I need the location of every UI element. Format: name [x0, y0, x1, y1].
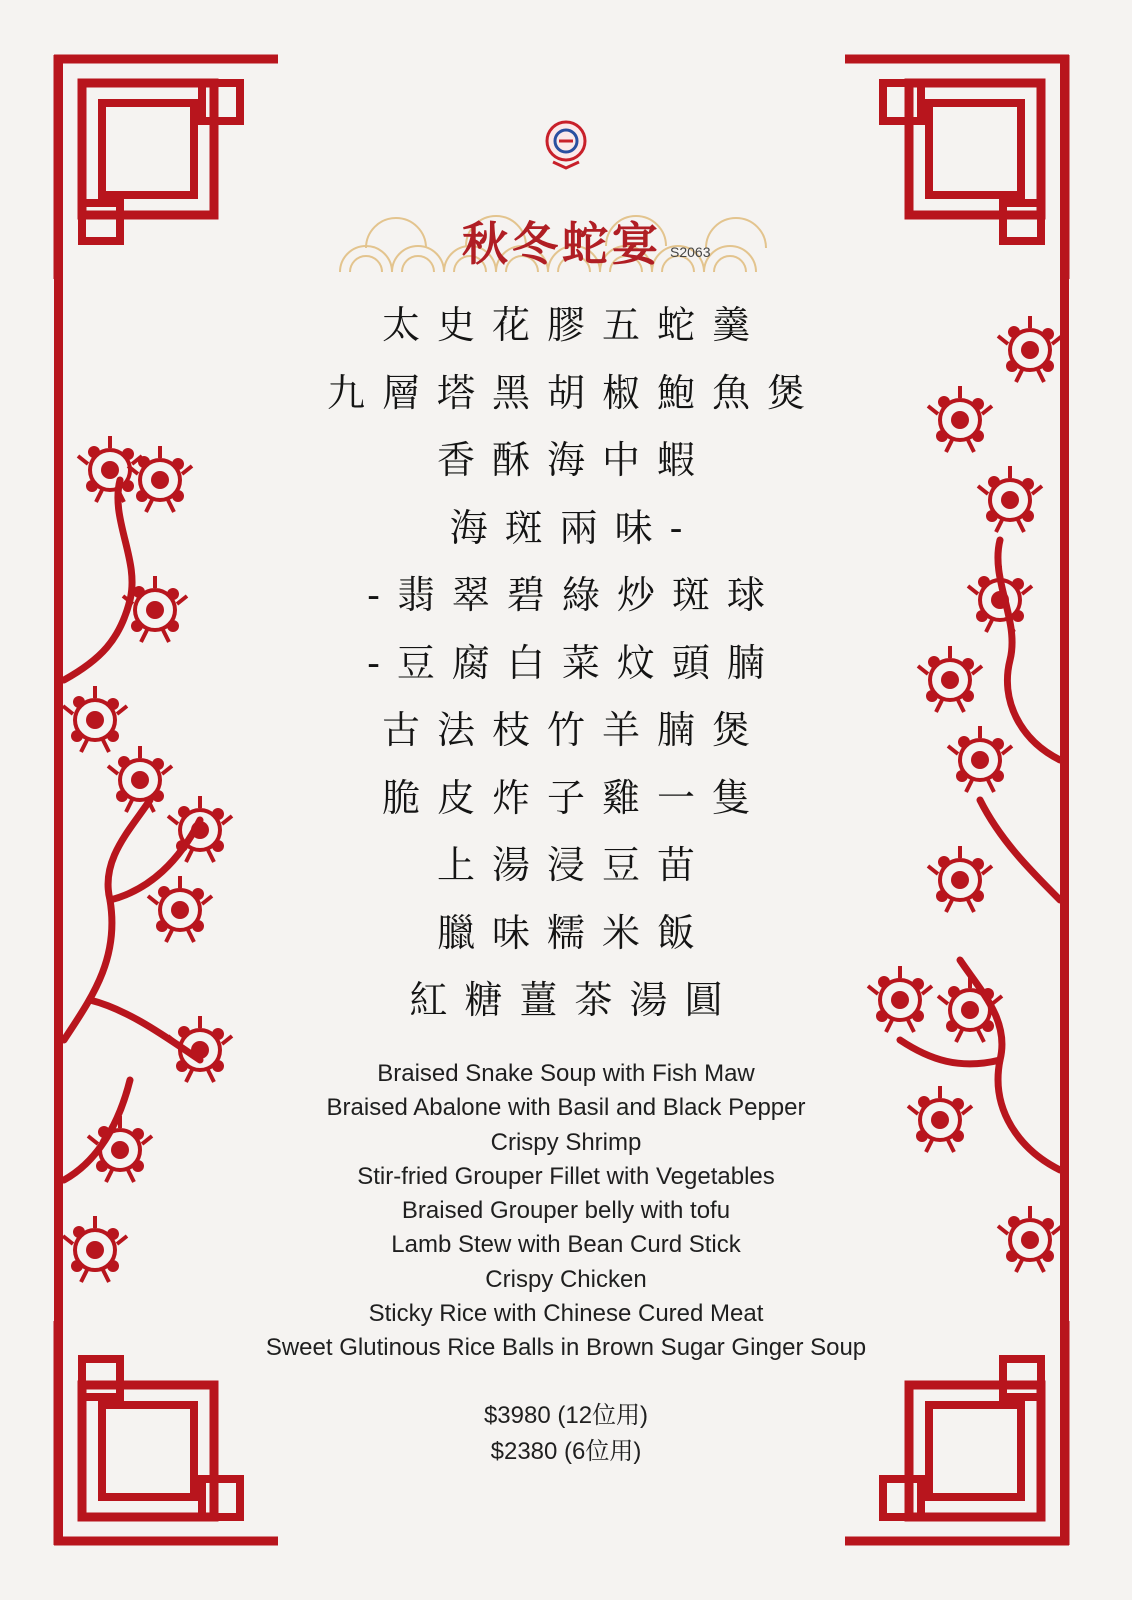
dish-cn: 古法枝竹羊腩煲 — [381, 708, 767, 752]
dish-cn: 海斑兩味- — [449, 505, 700, 550]
dish-cn: 紅糖薑茶湯圓 — [409, 978, 740, 1022]
dish-cn: -豆腐白菜炆頭腩 — [367, 640, 782, 685]
menu-title: 秋冬蛇宴 — [462, 217, 662, 271]
dish-en: Sticky Rice with Chinese Cured Meat — [368, 1300, 764, 1328]
restaurant-seal-logo-icon — [543, 118, 589, 170]
dish-en: Stir-fried Grouper Fillet with Vegetables — [357, 1162, 775, 1190]
dish-en: Lamb Stew with Bean Curd Stick — [391, 1231, 741, 1259]
price-6-persons: $2380 (6位用) — [490, 1438, 642, 1465]
dish-cn: 九層塔黑胡椒鮑魚煲 — [326, 370, 822, 415]
lattice-corner-top-right-icon — [845, 55, 1069, 279]
dish-en: Braised Grouper belly with tofu — [401, 1197, 731, 1225]
dish-en: Crispy Shrimp — [490, 1128, 642, 1156]
dish-cn: 脆皮炸子雞一隻 — [381, 775, 767, 820]
price-list — [0, 1398, 1132, 1470]
dish-cn: -翡翠碧綠炒斑球 — [367, 573, 782, 617]
chinese-dish-list — [0, 292, 1132, 1035]
dish-cn: 太史花膠五蛇羹 — [381, 303, 767, 347]
lattice-corner-top-left-icon — [54, 55, 278, 279]
english-dish-list — [0, 1057, 1132, 1366]
dish-cn: 上湯浸豆苗 — [436, 843, 712, 887]
dish-en: Braised Abalone with Basil and Black Pepper — [326, 1094, 806, 1122]
menu-header — [332, 200, 792, 280]
menu-code: S2063 — [670, 244, 711, 260]
price-12-persons: $3980 (12位用) — [483, 1402, 649, 1429]
dish-cn: 臘味糯米飯 — [436, 910, 712, 955]
dish-en: Sweet Glutinous Rice Balls in Brown Sugar Ginger Soup — [265, 1334, 867, 1362]
dish-cn: 香酥海中蝦 — [436, 438, 712, 482]
dish-en: Crispy Chicken — [485, 1265, 647, 1293]
dish-en: Braised Snake Soup with Fish Maw — [377, 1060, 755, 1087]
